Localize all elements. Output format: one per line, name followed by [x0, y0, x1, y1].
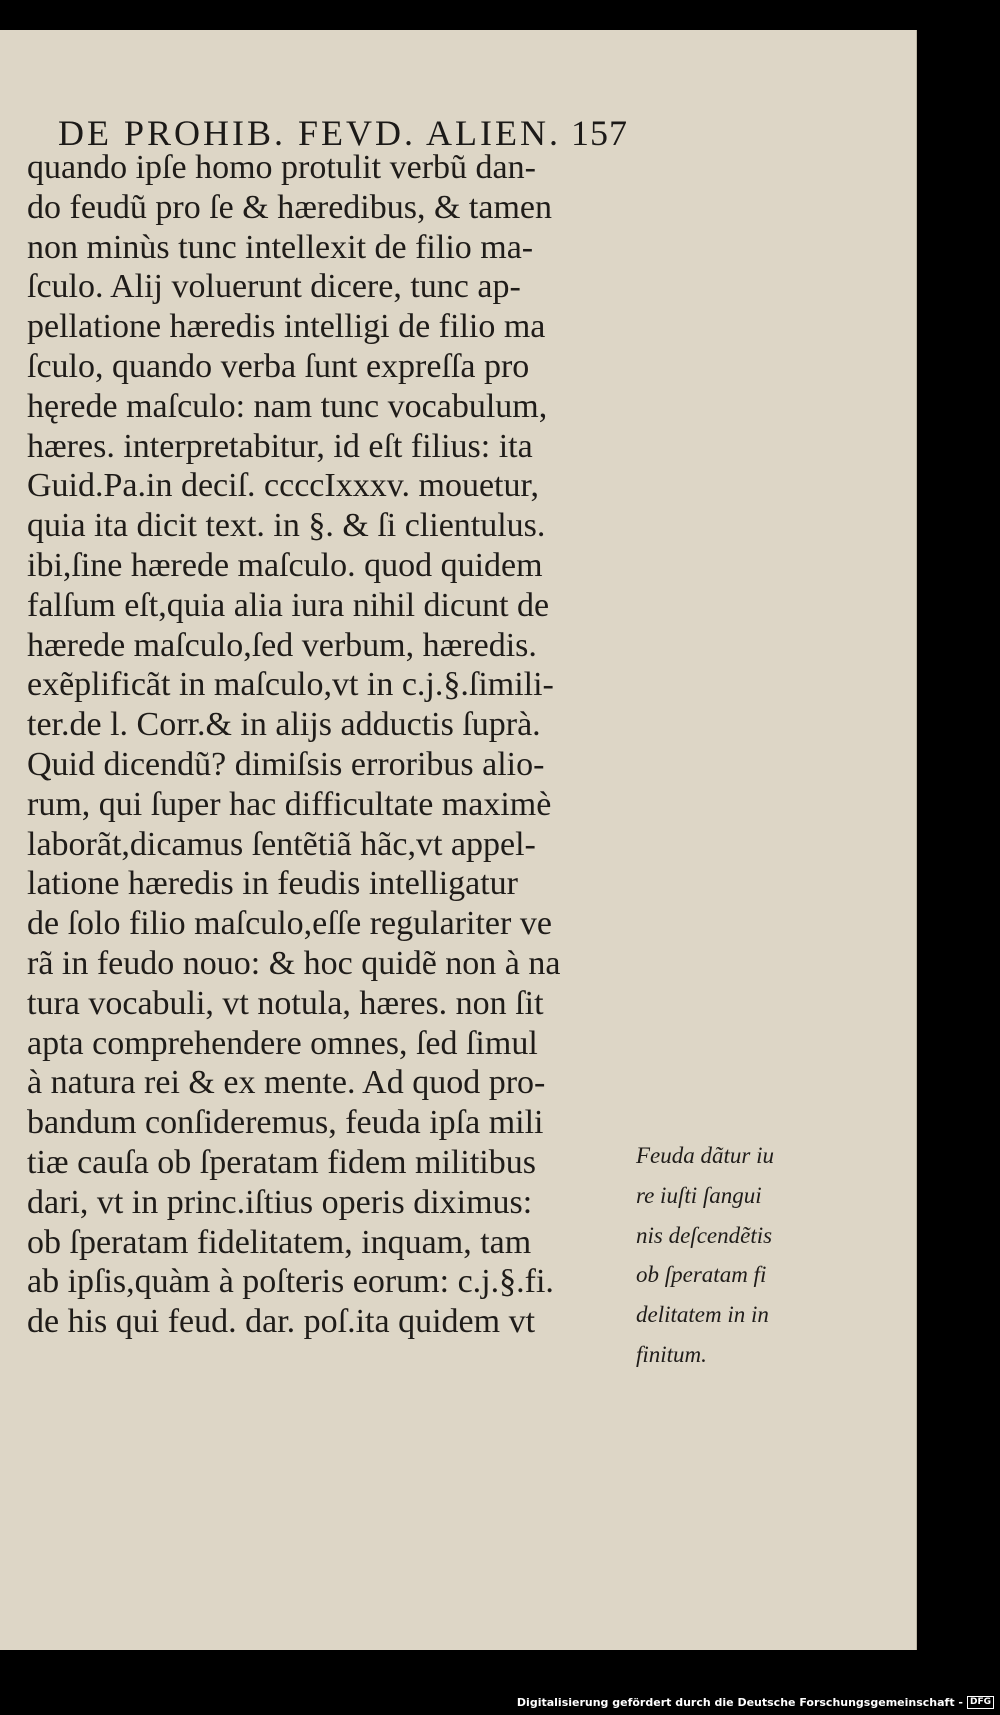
- text-line: ter.de l. Corr.& in alijs adductis ſuprà.: [27, 706, 541, 744]
- text-line: laborãt,dicamus ſentẽtiã hãc,vt appel-: [27, 825, 536, 863]
- text-line: pellatione hæredis intelligi de filio ma: [27, 308, 546, 346]
- page-number: 157: [571, 113, 628, 153]
- text-line: ab ipſis,quàm à poſteris eorum: c.j.§.fi.: [27, 1263, 554, 1301]
- marginal-note-line: nis deſcendẽtis: [636, 1222, 773, 1248]
- text-line: latione hæredis in feudis intelligatur: [27, 865, 519, 903]
- text-line: ſculo. Alij voluerunt dicere, tunc ap-: [27, 268, 521, 306]
- credit-text: Digitalisierung gefördert durch die Deutsche Forschungsgemeinschaft -: [516, 1696, 963, 1709]
- digitization-credit: [517, 1696, 994, 1709]
- marginal-note-line: ob ſperatam fi: [636, 1262, 767, 1288]
- text-line: quia ita dicit text. in §. & ſi clientulus.: [27, 507, 546, 545]
- text-line: hęrede maſculo: nam tunc vocabulum,: [27, 387, 548, 425]
- text-line: de ſolo filio maſculo,eſſe regulariter ve: [27, 905, 552, 943]
- text-line: falſum eſt,quia alia iura nihil dicunt de: [27, 586, 550, 624]
- text-line: Guid.Pa.in deciſ. ccccIxxxv. mouetur,: [27, 467, 539, 505]
- marginal-note-line: delitatem in in: [636, 1302, 769, 1328]
- marginal-note: [636, 1136, 796, 1375]
- text-line: quando ipſe homo protulit verbũ dan-: [27, 149, 536, 186]
- text-line: ſculo, quando verba ſunt expreſſa pro: [27, 347, 530, 385]
- text-line: Quid dicendũ? dimiſsis erroribus alio-: [27, 745, 545, 783]
- text-line: tiæ cauſa ob ſperatam fidem militibus: [27, 1143, 536, 1181]
- text-line: bandum conſideremus, feuda ipſa mili: [27, 1104, 544, 1142]
- text-line: exẽplificãt in maſculo,vt in c.j.§.ſimili-: [27, 666, 554, 704]
- text-line: do feudũ pro ſe & hæredibus, & tamen: [27, 188, 553, 226]
- marginal-note-line: finitum.: [636, 1341, 707, 1367]
- body-text: [27, 148, 637, 1342]
- text-line: ibi,ſine hærede maſculo. quod quidem: [27, 546, 543, 584]
- text-line: hæres. interpretabitur, id eſt filius: ita: [27, 427, 533, 465]
- text-line: hærede maſculo,ſed verbum, hæredis.: [27, 626, 537, 664]
- text-line: non minùs tunc intellexit de filio ma-: [27, 228, 534, 266]
- text-line: dari, vt in princ.iſtius operis diximus:: [27, 1183, 533, 1221]
- text-line: tura vocabuli, vt notula, hæres. non ſit: [27, 984, 544, 1022]
- text-line: à natura rei & ex mente. Ad quod pro-: [27, 1064, 546, 1102]
- text-line: rum, qui ſuper hac difficultate maximè: [27, 785, 552, 823]
- text-line: ob ſperatam fidelitatem, inquam, tam: [27, 1223, 532, 1261]
- dfg-logo: DFG: [967, 1696, 994, 1709]
- text-line: rã in feudo nouo: & hoc quidẽ non à na: [27, 944, 561, 982]
- marginal-note-line: re iuſti ſangui: [636, 1182, 762, 1208]
- text-line: de his qui feud. dar. poſ.ita quidem vt: [27, 1303, 536, 1341]
- marginal-note-line: Feuda dãtur iu: [636, 1143, 774, 1168]
- text-line: apta comprehendere omnes, ſed ſimul: [27, 1024, 538, 1062]
- running-head-title: DE PROHIB. FEVD. ALIEN.: [58, 113, 562, 153]
